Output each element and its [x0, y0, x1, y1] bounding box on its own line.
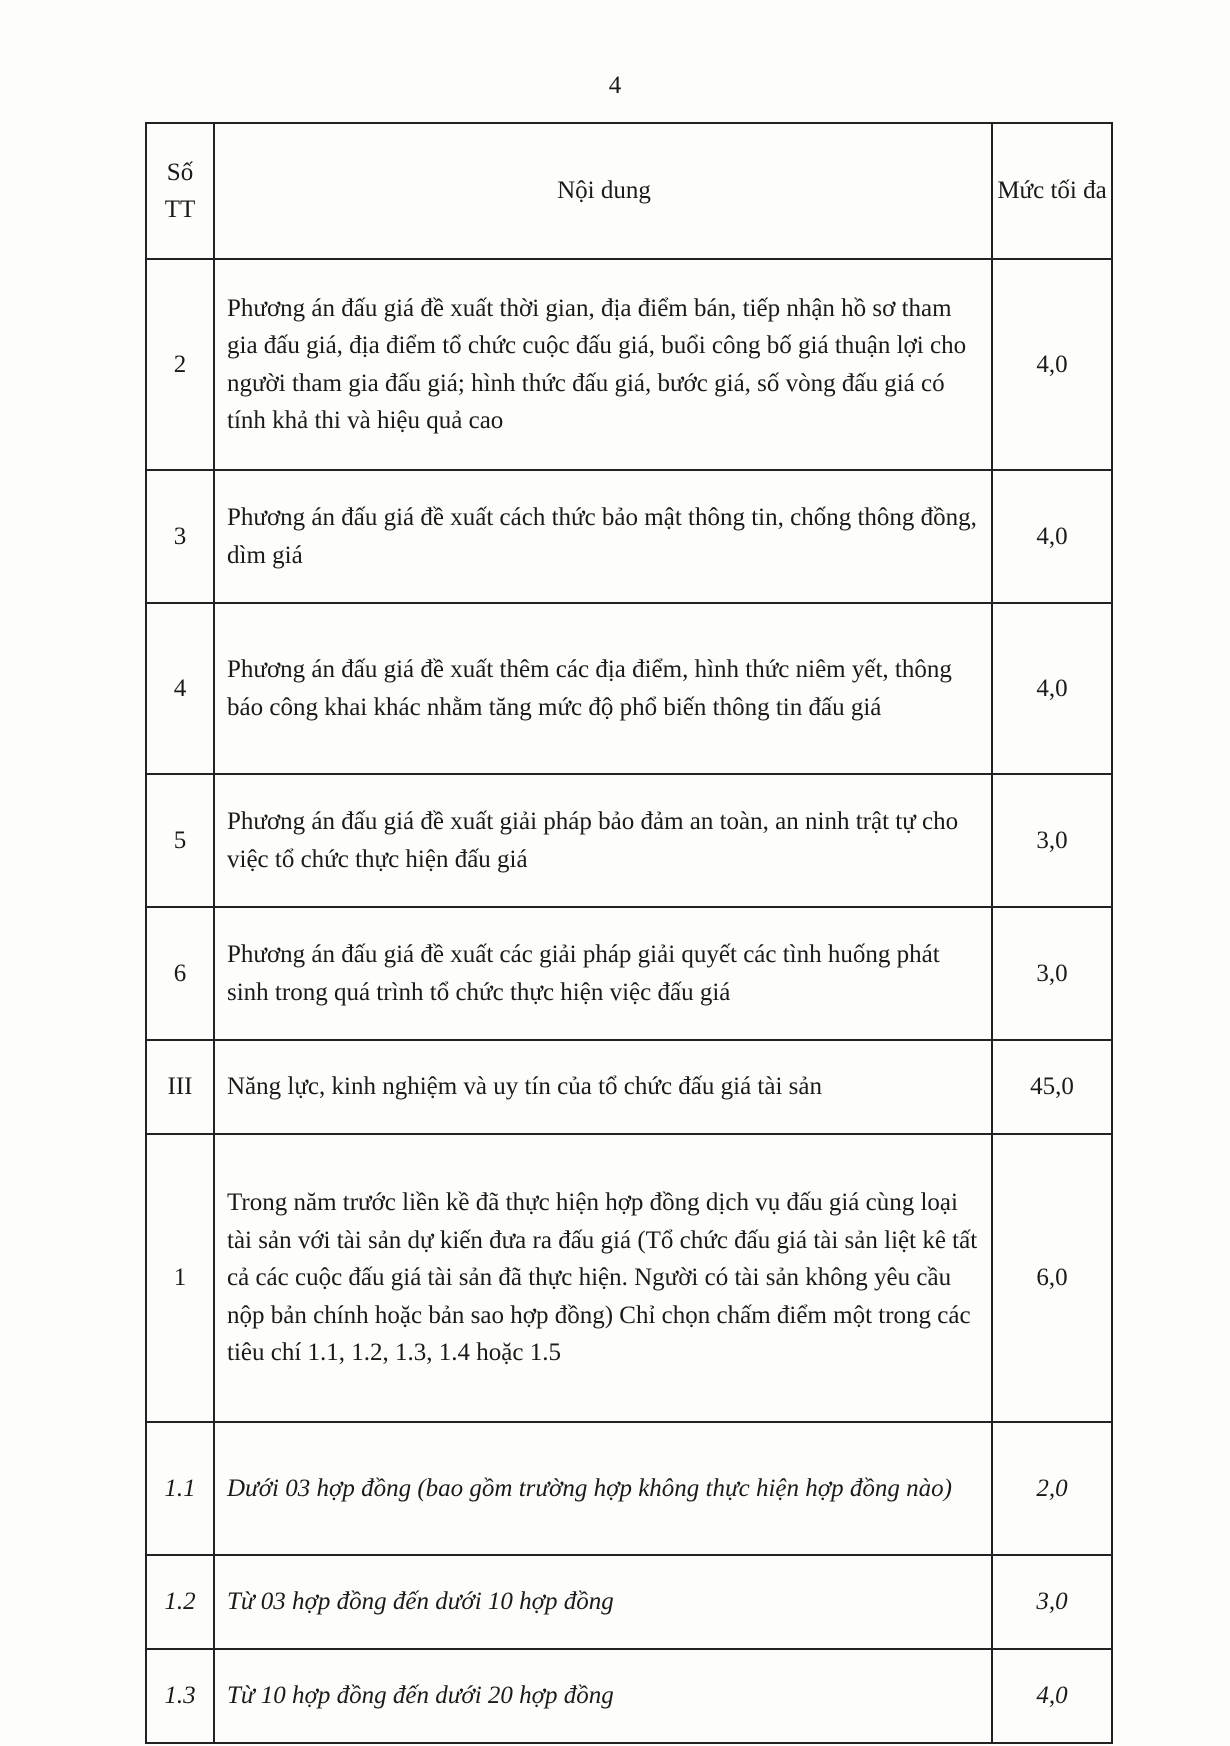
row-content: Trong năm trước liền kề đã thực hiện hợp đồng dịch vụ đấu giá cùng loại tài sản với tài sản dự kiến đưa ra đấu giá (Tổ chức đấu giá tài sản liệt kê tất cả các cuộc đấu giá tài sản đã thực hiện. Người có tài sản không yêu cầu nộp bản chính hoặc bản sao hợp đồng) Chỉ chọn chấm điểm một trong các tiêu chí 1.1, 1.2, 1.3, 1.4 hoặc 1.5 [214, 1134, 992, 1422]
row-max-score: 45,0 [992, 1040, 1112, 1134]
table-row [146, 907, 1112, 1040]
row-stt: 1.3 [146, 1649, 214, 1743]
row-stt: 1.2 [146, 1555, 214, 1649]
table-row [146, 1134, 1112, 1422]
row-stt: 2 [146, 259, 214, 470]
row-stt: III [146, 1040, 214, 1134]
row-stt: 1 [146, 1134, 214, 1422]
row-stt: 1.1 [146, 1422, 214, 1555]
row-content: Năng lực, kinh nghiệm và uy tín của tổ chức đấu giá tài sản [214, 1040, 992, 1134]
row-content: Phương án đấu giá đề xuất cách thức bảo mật thông tin, chống thông đồng, dìm giá [214, 470, 992, 603]
row-max-score: 4,0 [992, 603, 1112, 774]
row-stt: 4 [146, 603, 214, 774]
table-row [146, 259, 1112, 470]
header-stt: Số TT [146, 123, 214, 259]
criteria-table [145, 122, 1113, 1744]
row-content: Phương án đấu giá đề xuất giải pháp bảo đảm an toàn, an ninh trật tự cho việc tổ chức thực hiện đấu giá [214, 774, 992, 907]
row-content: Từ 03 hợp đồng đến dưới 10 hợp đồng [214, 1555, 992, 1649]
header-max-score: Mức tối đa [992, 123, 1112, 259]
header-content: Nội dung [214, 123, 992, 259]
table-subrow [146, 1422, 1112, 1555]
table-section-row [146, 1040, 1112, 1134]
table-header-row [146, 123, 1112, 259]
row-max-score: 6,0 [992, 1134, 1112, 1422]
row-stt: 6 [146, 907, 214, 1040]
table-row [146, 603, 1112, 774]
row-content: Phương án đấu giá đề xuất thời gian, địa điểm bán, tiếp nhận hồ sơ tham gia đấu giá, địa điểm tổ chức cuộc đấu giá, buổi công bố giá thuận lợi cho người tham gia đấu giá; hình thức đấu giá, bước giá, số vòng đấu giá có tính khả thi và hiệu quả cao [214, 259, 992, 470]
table-row [146, 470, 1112, 603]
row-content: Phương án đấu giá đề xuất các giải pháp giải quyết các tình huống phát sinh trong quá trình tổ chức thực hiện việc đấu giá [214, 907, 992, 1040]
row-stt: 5 [146, 774, 214, 907]
row-content: Từ 10 hợp đồng đến dưới 20 hợp đồng [214, 1649, 992, 1743]
page-number: 4 [608, 72, 622, 99]
row-content: Phương án đấu giá đề xuất thêm các địa điểm, hình thức niêm yết, thông báo công khai khác nhằm tăng mức độ phổ biến thông tin đấu giá [214, 603, 992, 774]
row-content: Dưới 03 hợp đồng (bao gồm trường hợp không thực hiện hợp đồng nào) [214, 1422, 992, 1555]
table-subrow [146, 1555, 1112, 1649]
row-stt: 3 [146, 470, 214, 603]
row-max-score: 4,0 [992, 259, 1112, 470]
row-max-score: 3,0 [992, 907, 1112, 1040]
row-max-score: 4,0 [992, 1649, 1112, 1743]
row-max-score: 3,0 [992, 1555, 1112, 1649]
table-row [146, 774, 1112, 907]
row-max-score: 2,0 [992, 1422, 1112, 1555]
table-subrow [146, 1649, 1112, 1743]
row-max-score: 3,0 [992, 774, 1112, 907]
row-max-score: 4,0 [992, 470, 1112, 603]
